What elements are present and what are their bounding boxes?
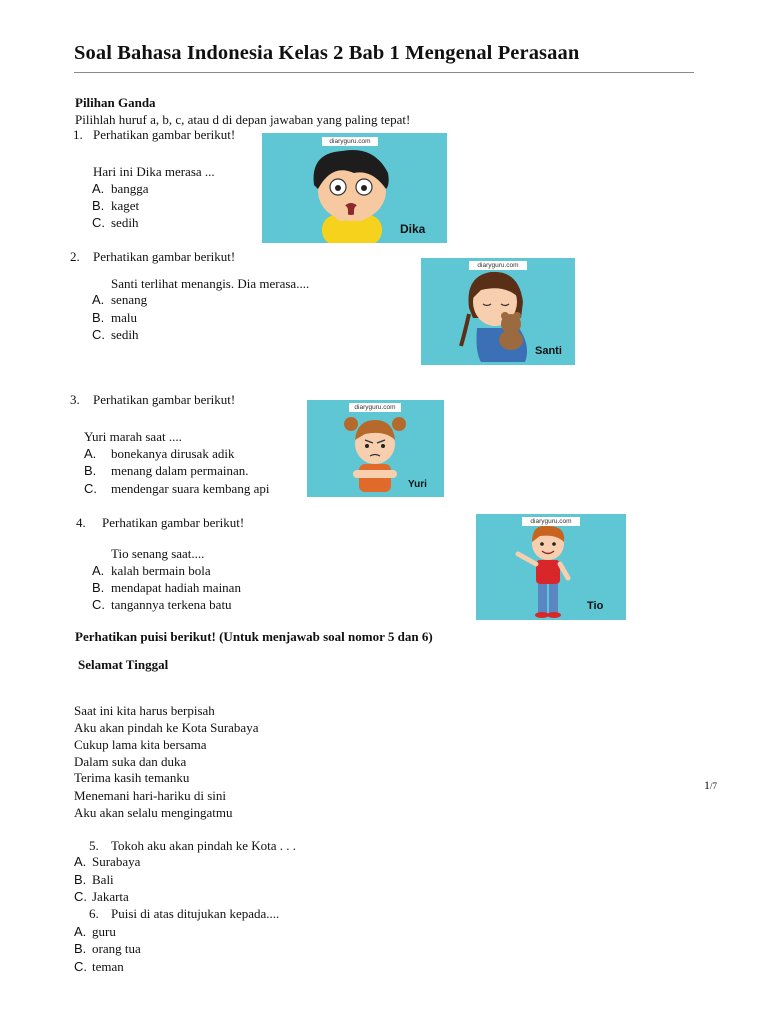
poem-line: Terima kasih temanku	[74, 770, 190, 785]
section-heading: Pilihan Ganda	[75, 95, 156, 110]
poem-line: Saat ini kita harus berpisah	[74, 703, 215, 718]
option-text: malu	[111, 310, 137, 325]
illustration-santi	[421, 258, 575, 365]
page-number	[704, 778, 717, 793]
option-letter: A.	[92, 292, 105, 307]
illustration-tio	[476, 514, 626, 620]
option-letter: C.	[74, 959, 87, 974]
title-divider	[74, 72, 694, 73]
poem-title: Selamat Tinggal	[78, 657, 169, 672]
question-prompt: Perhatikan gambar berikut!	[93, 249, 236, 264]
question-prompt: Perhatikan gambar berikut!	[93, 392, 236, 407]
page-current: 1	[704, 778, 710, 792]
page-total: /7	[710, 781, 718, 791]
option-text: kaget	[111, 198, 140, 213]
option-letter: A.	[92, 563, 105, 578]
option-letter: B.	[74, 941, 87, 956]
option-letter: B.	[92, 198, 105, 213]
character-name: Dika	[400, 222, 426, 236]
instruction-text: Pilihlah huruf a, b, c, atau d di depan jawaban yang paling tepat!	[75, 112, 411, 127]
question-text: Tio senang saat....	[111, 546, 205, 561]
question-number: 2.	[70, 249, 80, 264]
question-prompt: Perhatikan gambar berikut!	[102, 515, 245, 530]
option-text: bangga	[111, 181, 149, 196]
option-letter: A.	[84, 446, 97, 461]
illustration-yuri	[307, 400, 444, 497]
option-letter: A.	[74, 854, 87, 869]
option-text: menang dalam permainan.	[111, 463, 249, 478]
question-text: Santi terlihat menangis. Dia merasa....	[111, 276, 310, 291]
option-letter: C.	[74, 889, 87, 904]
option-text: orang tua	[92, 941, 141, 956]
option-letter: C.	[84, 481, 97, 496]
illustration-dika	[262, 133, 447, 243]
option-text: teman	[92, 959, 124, 974]
option-letter: A.	[92, 181, 105, 196]
poem-line: Aku akan selalu mengingatmu	[74, 805, 233, 820]
option-text: senang	[111, 292, 148, 307]
option-letter: B.	[92, 310, 105, 325]
question-number: 5.	[89, 838, 99, 853]
option-letter: C.	[92, 327, 105, 342]
poem-line: Cukup lama kita bersama	[74, 737, 207, 752]
site-watermark: diaryguru.com	[322, 137, 378, 146]
question-text: Tokoh aku akan pindah ke Kota . . .	[111, 838, 297, 853]
site-watermark: diaryguru.com	[469, 261, 527, 270]
option-text: sedih	[111, 215, 139, 230]
option-text: tangannya terkena batu	[111, 597, 232, 612]
question-text: Yuri marah saat ....	[84, 429, 182, 444]
character-name: Tio	[587, 600, 604, 612]
question-prompt: Perhatikan gambar berikut!	[93, 127, 236, 142]
option-text: mendapat hadiah mainan	[111, 580, 241, 595]
option-letter: A.	[74, 924, 87, 939]
question-number: 1.	[73, 127, 83, 142]
poem-line: Dalam suka dan duka	[74, 754, 187, 769]
site-watermark: diaryguru.com	[522, 517, 580, 526]
question-text: Puisi di atas ditujukan kepada....	[111, 906, 280, 921]
page-title: Soal Bahasa Indonesia Kelas 2 Bab 1 Mengenal Perasaan	[74, 42, 580, 64]
option-letter: B.	[92, 580, 105, 595]
option-text: guru	[92, 924, 116, 939]
poem-intro: Perhatikan puisi berikut! (Untuk menjawab soal nomor 5 dan 6)	[75, 629, 433, 644]
option-text: Surabaya	[92, 854, 141, 869]
option-letter: C.	[92, 597, 105, 612]
question-number: 6.	[89, 906, 99, 921]
option-text: sedih	[111, 327, 139, 342]
question-text: Hari ini Dika merasa ...	[93, 164, 215, 179]
poem-line: Aku akan pindah ke Kota Surabaya	[74, 720, 259, 735]
character-name: Yuri	[408, 479, 427, 490]
option-letter: B.	[84, 463, 97, 478]
option-letter: B.	[74, 872, 87, 887]
option-letter: C.	[92, 215, 105, 230]
option-text: bonekanya dirusak adik	[111, 446, 235, 461]
poem-line: Menemani hari-hariku di sini	[74, 788, 226, 803]
option-text: Jakarta	[92, 889, 129, 904]
happy-boy-icon	[476, 514, 626, 620]
site-watermark: diaryguru.com	[349, 403, 401, 412]
question-number: 4.	[76, 515, 86, 530]
option-text: mendengar suara kembang api	[111, 481, 270, 496]
option-text: Bali	[92, 872, 114, 887]
character-name: Santi	[535, 345, 562, 357]
question-number: 3.	[70, 392, 80, 407]
option-text: kalah bermain bola	[111, 563, 211, 578]
